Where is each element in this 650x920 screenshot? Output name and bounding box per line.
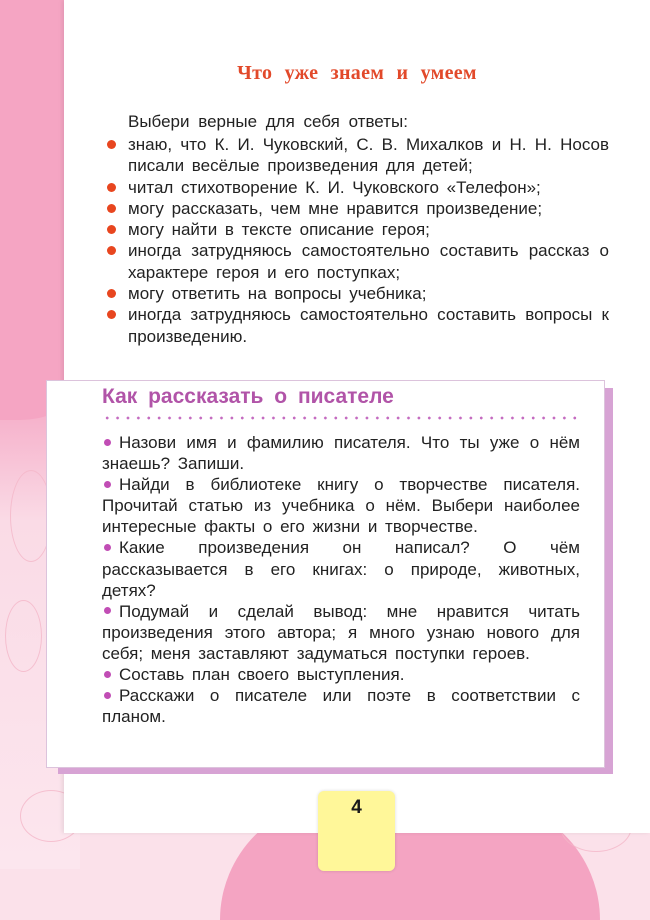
bullet-icon	[107, 204, 116, 213]
page-number: 4	[351, 797, 362, 818]
list-item: могу найти в тексте описание героя;	[107, 219, 609, 240]
bullet-icon	[107, 183, 116, 192]
list-item: могу ответить на вопросы учебника;	[107, 283, 609, 304]
bullet-icon	[107, 246, 116, 255]
list-item: иногда затрудняюсь самостоятельно составить вопросы к произведению.	[107, 304, 609, 347]
bullet-icon	[104, 544, 111, 551]
list-item: Назови имя и фамилию писателя. Что ты уже о нём знаешь? Запиши.	[102, 433, 580, 474]
list-item: знаю, что К. И. Чуковский, С. В. Михалков и Н. Н. Носов писали весёлые произведения для детей;	[107, 134, 609, 177]
bullet-icon	[107, 140, 116, 149]
list-item: Подумай и сделай вывод: мне нравится читать произведения этого автора; я много узнаю нового для себя; меня заставляют задуматься поступки героев.	[102, 601, 580, 663]
list-item: читал стихотворение К. И. Чуковского «Телефон»;	[107, 177, 609, 198]
bullet-icon	[104, 607, 111, 614]
intro-text: Выбери верные для себя ответы:	[128, 112, 408, 131]
list-item: Какие произведения он написал? О чём рассказывается в его книгах: о природе, животных, детях?	[102, 538, 580, 600]
bullet-icon	[107, 225, 116, 234]
self-check-list	[107, 134, 609, 347]
tip-list	[102, 432, 580, 727]
bullet-icon	[107, 310, 116, 319]
bullet-icon	[104, 481, 111, 488]
tip-box-title: Как рассказать о писателе	[102, 385, 394, 408]
bullet-icon	[104, 692, 111, 699]
section-title: Что уже знаем и умеем	[237, 62, 477, 84]
list-item: Расскажи о писателе или поэте в соответствии с планом.	[102, 686, 580, 727]
dotted-divider	[102, 416, 582, 420]
list-item: Найди в библиотеке книгу о творчестве писателя. Прочитай статью из учебника о нём. Выбери наиболее интересные факты о его жизни и творчестве.	[102, 475, 580, 537]
list-item: иногда затрудняюсь самостоятельно составить рассказ о характере героя и его поступках;	[107, 240, 609, 283]
list-item: Составь план своего выступления.	[102, 664, 580, 685]
ornament-swirl	[5, 600, 42, 672]
list-item: могу рассказать, чем мне нравится произведение;	[107, 198, 609, 219]
bullet-icon	[107, 289, 116, 298]
bullet-icon	[104, 439, 111, 446]
page-number-tab	[318, 791, 395, 871]
bullet-icon	[104, 671, 111, 678]
